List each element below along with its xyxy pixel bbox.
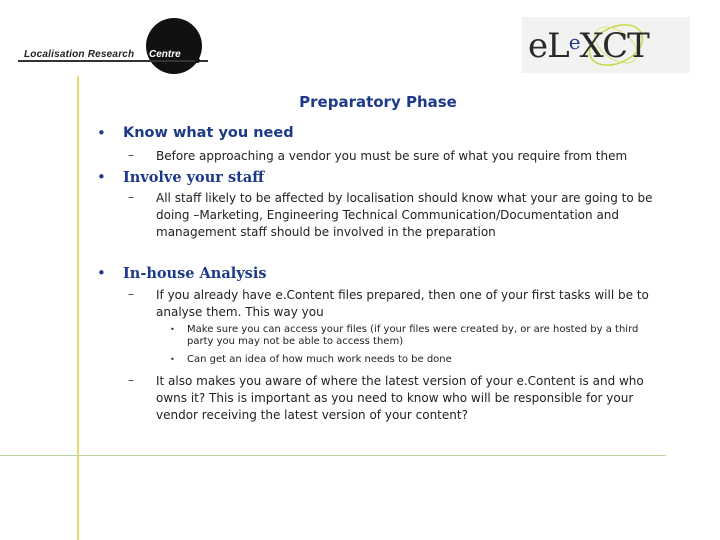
horizontal-divider — [0, 455, 666, 456]
point-text: All staff likely to be affected by localisation should know what your are going to be doing –Marketing, Engineering Technical Communication/Documentation and management staff should be involved in the preparation — [156, 191, 653, 239]
lrc-logo-text: Localisation Research — [24, 49, 135, 60]
slide-title: Preparatory Phase — [299, 93, 457, 111]
section-heading: Involve your staff — [123, 169, 265, 186]
point-dash: – — [128, 287, 134, 301]
point-dash: – — [128, 190, 134, 204]
point-text: It also makes you aware of where the latest version of your e.Content is and who owns it? This is important as you need to know who will be responsible for your vendor receiving the latest version of your content? — [156, 374, 644, 422]
section-heading: In-house Analysis — [123, 265, 267, 282]
lrc-logo-underline — [18, 60, 208, 62]
lrc-logo-centre-text: Centre — [149, 49, 181, 60]
vertical-divider — [77, 76, 79, 540]
section-heading: Know what you need — [123, 125, 294, 141]
elect-logo-superscript: e — [568, 30, 580, 54]
elect-logo — [522, 17, 690, 73]
lrc-logo — [18, 18, 208, 73]
subpoint-text: Can get an idea of how much work needs to be done — [187, 354, 452, 365]
point-text: If you already have e.Content files prepared, then one of your first tasks will be to analyse them. This way you — [156, 288, 649, 319]
section-bullet: • — [97, 168, 106, 186]
elect-logo-part1: eL — [528, 26, 569, 66]
point-dash: – — [128, 373, 134, 387]
lrc-logo-dot — [195, 58, 200, 63]
elect-logo-text — [528, 27, 649, 65]
section-bullet: • — [97, 264, 106, 282]
subpoint-bullet: • — [170, 355, 175, 364]
lrc-logo-circle — [146, 18, 202, 74]
elect-logo-part2: XCT — [579, 26, 649, 66]
subpoint-text: Make sure you can access your files (if your files were created by, or are hosted by a third party you may not be able to access them) — [187, 324, 639, 347]
section-bullet: • — [97, 124, 106, 142]
point-text: Before approaching a vendor you must be sure of what you require from them — [156, 149, 628, 163]
point-dash: – — [128, 148, 134, 162]
subpoint-bullet: • — [170, 325, 175, 334]
